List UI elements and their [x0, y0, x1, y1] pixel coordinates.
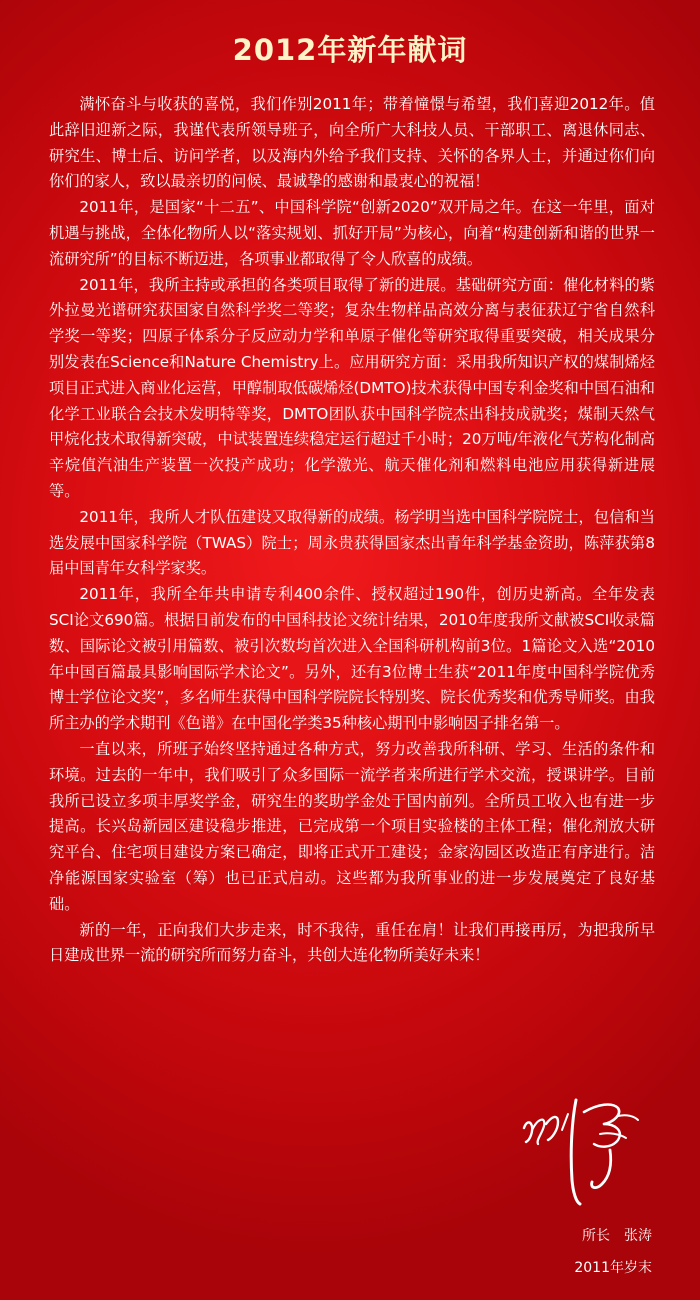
paragraph-2: 2011年，是国家“十二五”、中国科学院“创新2020”双开局之年。在这一年里，面对机遇与挑战，全体化物所人以“落实规划、抓好开局”为核心，向着“构建创新和谐的世界一流研究所”的目标不断迈进，各项事业都取得了令人欣喜的成绩。	[49, 198, 655, 268]
paragraph-7: 新的一年，正向我们大步走来，时不我待，重任在肩！让我们再接再厉，为把我所早日建成世界一流的研究所而努力奋斗，共创大连化物所美好未来！	[49, 920, 655, 965]
paragraph-6: 一直以来，所班子始终坚持通过各种方式，努力改善我所科研、学习、生活的条件和环境。过去的一年中，我们吸引了众多国际一流学者来所进行学术交流，授课讲学。目前我所已设立多项丰厚奖学金，研究生的奖助学金处于国内前列。全所员工收入也有进一步提高。长兴岛新园区建设稳步推进，已完成第一个项目实验楼的主体工程；催化剂放大研究平台、住宅项目建设方案已确定，即将正式开工建设；金家沟园区改造正有序进行。洁净能源国家实验室（筹）也已正式启动。这些都为我所事业的进一步发展奠定了良好基础。	[49, 739, 655, 913]
paragraph-1: 满怀奋斗与收获的喜悦，我们作别2011年；带着憧憬与希望，我们喜迎2012年。值此辞旧迎新之际，我谨代表所领导班子，向全所广大科技人员、干部职工、离退休同志、研究生、博士后、访问学者，以及海内外给予我们支持、关怀的各界人士，并通过你们向你们的家人，致以最亲切的问候、最诚挚的感谢和最衷心的祝福！	[49, 95, 655, 191]
signoff-role: 所长 张涛	[582, 1228, 652, 1244]
page-title: 2012年新年献词	[232, 33, 468, 67]
handwritten-signature	[514, 1090, 664, 1210]
paragraph-3: 2011年，我所主持或承担的各类项目取得了新的进展。基础研究方面：催化材料的紫外拉曼光谱研究获国家自然科学奖二等奖；复杂生物样品高效分离与表征获辽宁省自然科学奖一等奖；四原子体系分子反应动力学和单原子催化等研究取得重要突破，相关成果分别发表在Science和Nature Chemistry上。应用研究方面：采用我所知识产权的煤制烯烃项目正式进入商业化运营，甲醇制取低碳烯烃(DMTO)技术获得中国专利金奖和中国石油和化学工业联合会技术发明特等奖，DMTO团队获中国科学院杰出科技成就奖；煤制天然气甲烷化技术取得新突破，中试装置连续稳定运行超过千小时；20万吨/年液化气芳构化制高辛烷值汽油生产装置一次投产成功；化学激光、航天催化剂和燃料电池应用获得新进展等。	[49, 275, 655, 500]
letter-body	[49, 92, 655, 969]
paragraph-5: 2011年，我所全年共申请专利400余件、授权超过190件，创历史新高。全年发表SCI论文690篇。根据日前发布的中国科技论文统计结果，2010年度我所文献被SCI收录篇数、国际论文被引用篇数、被引次数均首次进入全国科研机构前3位。1篇论文入选“2010年中国百篇最具影响国际学术论文”。另外，还有3位博士生获“2011年度中国科学院优秀博士学位论文奖”，多名师生获得中国科学院院长特别奖、院长优秀奖和优秀导师奖。由我所主办的学术期刊《色谱》在中国化学类35种核心期刊中影响因子排名第一。	[49, 585, 655, 733]
signoff-date: 2011年岁末	[574, 1260, 652, 1276]
paragraph-4: 2011年，我所人才队伍建设又取得新的成绩。杨学明当选中国科学院院士，包信和当选发展中国家科学院（TWAS）院士；周永贵获得国家杰出青年科学基金资助，陈萍获第8届中国青年女科学家奖。	[49, 507, 655, 578]
